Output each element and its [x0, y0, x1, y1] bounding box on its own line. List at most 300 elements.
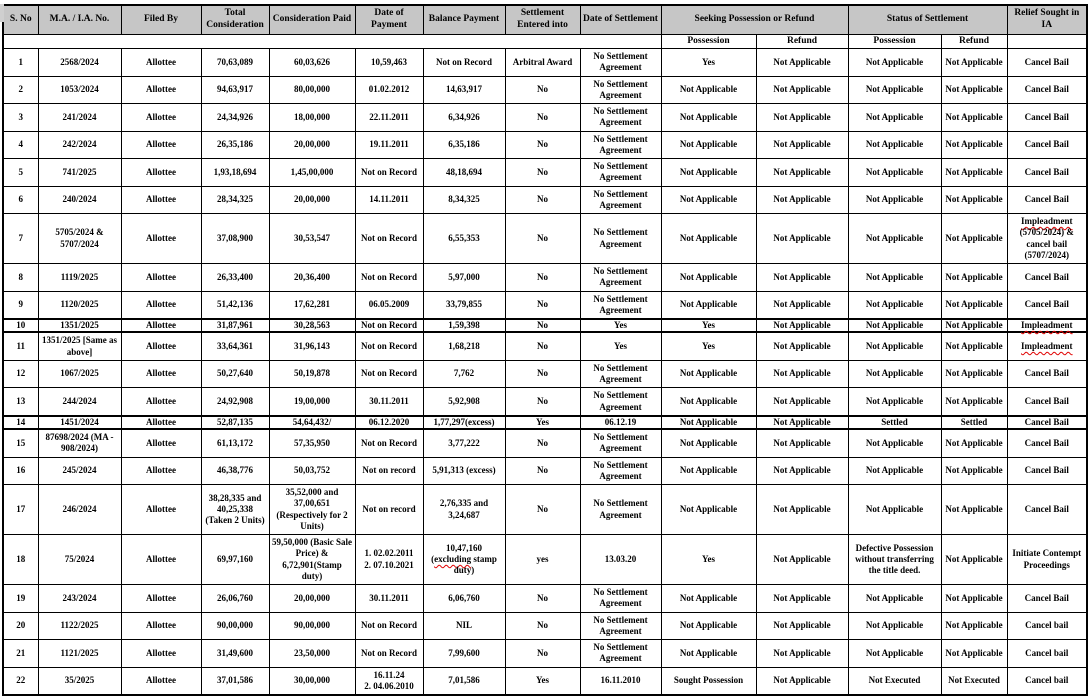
table-cell: No [505, 264, 580, 292]
table-cell: Not Applicable [661, 612, 756, 640]
table-cell: 37,08,900 [201, 214, 269, 264]
table-cell: 1 [3, 49, 38, 77]
table-cell: No [505, 429, 580, 457]
table-row [3, 667, 1087, 695]
table-cell: Not Applicable [661, 214, 756, 264]
table-cell: 22 [3, 667, 38, 695]
table-cell: Allottee [121, 49, 201, 77]
table-cell: Not Applicable [941, 585, 1007, 613]
table-cell: Cancel Bail [1007, 159, 1087, 187]
table-cell: Not Applicable [661, 360, 756, 388]
table-cell: Not Applicable [941, 612, 1007, 640]
table-cell: Not Applicable [756, 416, 848, 429]
table-cell: 06.12.2020 [355, 416, 423, 429]
table-cell: Not on Record [355, 319, 423, 332]
table-cell: Not Applicable [756, 535, 848, 585]
table-cell: 15 [3, 429, 38, 457]
table-cell: Not Applicable [661, 640, 756, 668]
table-cell: 7,762 [423, 360, 505, 388]
table-cell: Not Applicable [848, 360, 941, 388]
table-cell: Not on Record [355, 612, 423, 640]
table-cell: 17 [3, 485, 38, 535]
table-cell: 30,53,547 [269, 214, 355, 264]
table-cell: 242/2024 [38, 131, 121, 159]
table-row [3, 457, 1087, 485]
table-cell: No [505, 360, 580, 388]
table-cell: 1,45,00,000 [269, 159, 355, 187]
table-cell: Not Executed [941, 667, 1007, 695]
table-cell: Sought Possession [661, 667, 756, 695]
table-cell: Not Applicable [661, 585, 756, 613]
table-cell: Not on Record [423, 49, 505, 77]
table-cell: Not Applicable [941, 214, 1007, 264]
table-cell: 31,96,143 [269, 332, 355, 360]
table-cell: 24,34,926 [201, 104, 269, 132]
table-cell: 01.02.2012 [355, 76, 423, 104]
table-cell: Allottee [121, 159, 201, 187]
table-row [3, 416, 1087, 429]
table-cell: 20,00,000 [269, 585, 355, 613]
table-cell: Cancel Bail [1007, 388, 1087, 416]
table-cell: 37,01,586 [201, 667, 269, 695]
table-cell: Not Applicable [941, 76, 1007, 104]
table-cell: No Settlement Agreement [580, 104, 661, 132]
sub-header-status-refund: Refund [941, 35, 1007, 49]
table-cell: Yes [580, 319, 661, 332]
table-cell: 16.11.24 2. 04.06.2010 [355, 667, 423, 695]
table-cell: Allottee [121, 131, 201, 159]
table-cell: Not Applicable [848, 104, 941, 132]
column-header-sno: S. No [3, 5, 38, 35]
table-cell: Not Applicable [756, 388, 848, 416]
table-cell: Cancel Bail [1007, 429, 1087, 457]
table-cell: Allottee [121, 76, 201, 104]
table-cell: No Settlement Agreement [580, 429, 661, 457]
table-cell: Not Applicable [941, 291, 1007, 319]
table-cell: 54,64,432/ [269, 416, 355, 429]
table-cell: Yes [505, 416, 580, 429]
table-cell: Yes [661, 49, 756, 77]
table-cell: 1119/2025 [38, 264, 121, 292]
table-cell: Not Applicable [756, 291, 848, 319]
table-cell: 1. 02.02.2011 2. 07.10.2021 [355, 535, 423, 585]
table-cell: 10,47,160 (excluding stamp duty) [423, 535, 505, 585]
table-cell: 10 [3, 319, 38, 332]
table-cell: 6,34,926 [423, 104, 505, 132]
table-cell: Allottee [121, 264, 201, 292]
table-cell: Allottee [121, 585, 201, 613]
table-cell: 6 [3, 186, 38, 214]
table-cell: Initiate Contempt Proceedings [1007, 535, 1087, 585]
table-cell: 2568/2024 [38, 49, 121, 77]
table-cell: Not Applicable [848, 76, 941, 104]
table-cell: Not on Record [355, 332, 423, 360]
table-cell: 1,77,297(excess) [423, 416, 505, 429]
table-cell: Not Applicable [848, 319, 941, 332]
settlement-table [2, 4, 1088, 696]
table-cell: 1,68,218 [423, 332, 505, 360]
table-cell: 24,92,908 [201, 388, 269, 416]
table-cell: 50,27,640 [201, 360, 269, 388]
table-row [3, 104, 1087, 132]
table-cell: Not Applicable [941, 485, 1007, 535]
table-cell: Not on Record [355, 264, 423, 292]
table-cell: Not Applicable [941, 640, 1007, 668]
column-header-settlement-entered: Settlement Entered into [505, 5, 580, 35]
table-cell: Cancel bail [1007, 612, 1087, 640]
column-header-total-consideration: Total Consideration [201, 5, 269, 35]
column-header-date-of-settlement: Date of Settlement [580, 5, 661, 35]
table-cell: Cancel Bail [1007, 104, 1087, 132]
table-cell: 48,18,694 [423, 159, 505, 187]
table-cell: 245/2024 [38, 457, 121, 485]
table-cell: NIL [423, 612, 505, 640]
table-cell: Cancel Bail [1007, 131, 1087, 159]
table-cell: 6,06,760 [423, 585, 505, 613]
table-cell: 22.11.2011 [355, 104, 423, 132]
table-cell: 69,97,160 [201, 535, 269, 585]
table-row [3, 159, 1087, 187]
table-cell: 06.05.2009 [355, 291, 423, 319]
table-cell: Not Applicable [848, 131, 941, 159]
table-cell: Not Applicable [848, 457, 941, 485]
table-cell: Not Executed [848, 667, 941, 695]
table-cell: No [505, 159, 580, 187]
table-cell: 5705/2024 & 5707/2024 [38, 214, 121, 264]
table-cell: No [505, 485, 580, 535]
table-cell: No [505, 186, 580, 214]
table-cell: 1,93,18,694 [201, 159, 269, 187]
table-cell: 8 [3, 264, 38, 292]
table-cell: Not Applicable [848, 332, 941, 360]
table-cell: Arbitral Award [505, 49, 580, 77]
column-header-balance-payment: Balance Payment [423, 5, 505, 35]
table-cell: 17,62,281 [269, 291, 355, 319]
table-cell: 246/2024 [38, 485, 121, 535]
table-cell: No Settlement Agreement [580, 131, 661, 159]
table-cell: No [505, 612, 580, 640]
table-cell: 59,50,000 (Basic Sale Price) & 6,72,901(Stamp duty) [269, 535, 355, 585]
table-cell: Not Applicable [848, 214, 941, 264]
table-cell: Yes [661, 319, 756, 332]
table-cell: Not Applicable [756, 585, 848, 613]
table-row [3, 429, 1087, 457]
table-cell: Not Applicable [941, 388, 1007, 416]
table-cell: No [505, 319, 580, 332]
table-header [3, 5, 1087, 49]
table-cell: 50,19,878 [269, 360, 355, 388]
sub-header-seeking-refund: Refund [756, 35, 848, 49]
table-cell: Not Applicable [756, 640, 848, 668]
table-cell: Not on Record [355, 360, 423, 388]
table-cell: No [505, 332, 580, 360]
table-cell: Not Applicable [661, 457, 756, 485]
table-cell: Allottee [121, 485, 201, 535]
table-cell: 18,00,000 [269, 104, 355, 132]
table-cell: Not Applicable [756, 667, 848, 695]
table-cell: Not Applicable [941, 457, 1007, 485]
table-cell: No [505, 104, 580, 132]
table-cell: Not on record [355, 457, 423, 485]
table-cell: No Settlement Agreement [580, 264, 661, 292]
table-cell: Not Applicable [661, 429, 756, 457]
table-cell: Not on Record [355, 159, 423, 187]
table-cell: Not Applicable [661, 264, 756, 292]
table-cell: Not Applicable [756, 360, 848, 388]
table-cell: No Settlement Agreement [580, 159, 661, 187]
table-row [3, 535, 1087, 585]
table-cell: Not Applicable [756, 104, 848, 132]
table-cell: Cancel Bail [1007, 264, 1087, 292]
spellcheck-squiggle: excluding [434, 553, 472, 564]
table-cell: Not Applicable [661, 186, 756, 214]
table-cell: Not Applicable [756, 49, 848, 77]
table-cell: Not Applicable [756, 76, 848, 104]
table-cell: Allottee [121, 332, 201, 360]
table-cell: Allottee [121, 457, 201, 485]
table-cell: Not Applicable [661, 104, 756, 132]
table-cell: 18 [3, 535, 38, 585]
column-group-seeking-possession-or-refund: Seeking Possession or Refund [661, 5, 848, 35]
sub-header-relief-empty [1007, 35, 1087, 49]
sub-header-row [3, 35, 1087, 49]
table-row [3, 640, 1087, 668]
table-cell: Not Applicable [848, 612, 941, 640]
table-cell: Not Applicable [756, 319, 848, 332]
table-cell: Not Applicable [756, 131, 848, 159]
table-cell: Not Applicable [661, 485, 756, 535]
table-cell: Not Applicable [756, 159, 848, 187]
table-cell: Not Applicable [941, 332, 1007, 360]
table-cell: Not Applicable [941, 535, 1007, 585]
table-cell: Cancel bail [1007, 667, 1087, 695]
table-cell: 13.03.20 [580, 535, 661, 585]
table-cell: 3,77,222 [423, 429, 505, 457]
table-cell: Not Applicable [756, 186, 848, 214]
table-cell: No Settlement Agreement [580, 585, 661, 613]
table-cell: Not Applicable [756, 214, 848, 264]
table-cell: Allottee [121, 186, 201, 214]
table-cell: Cancel bail [1007, 640, 1087, 668]
table-cell: 1053/2024 [38, 76, 121, 104]
table-cell: 241/2024 [38, 104, 121, 132]
table-cell: 5 [3, 159, 38, 187]
table-cell: 1121/2025 [38, 640, 121, 668]
table-cell: 20,36,400 [269, 264, 355, 292]
table-cell: No [505, 388, 580, 416]
table-cell: 741/2025 [38, 159, 121, 187]
table-cell: Not Applicable [756, 485, 848, 535]
table-cell: 60,03,626 [269, 49, 355, 77]
table-cell: Cancel Bail [1007, 291, 1087, 319]
table-cell: Not Applicable [848, 264, 941, 292]
table-cell: Cancel Bail [1007, 360, 1087, 388]
table-cell: Allottee [121, 214, 201, 264]
table-cell: Not Applicable [661, 159, 756, 187]
table-cell: No [505, 214, 580, 264]
spellcheck-squiggle: Impleadment [1021, 320, 1073, 330]
table-cell: Not Applicable [756, 332, 848, 360]
table-cell: 1122/2025 [38, 612, 121, 640]
table-cell: Impleadment (5705/2024) & cancel bail (5707/2024) [1007, 214, 1087, 264]
table-cell: No Settlement Agreement [580, 291, 661, 319]
screen-edge-artifact [0, 4, 4, 22]
table-cell: Defective Possession without transferring the title deed. [848, 535, 941, 585]
table-cell: 19 [3, 585, 38, 613]
table-cell: 57,35,950 [269, 429, 355, 457]
table-cell: 20,00,000 [269, 131, 355, 159]
header-row [3, 5, 1087, 35]
table-cell: Not Applicable [756, 429, 848, 457]
column-header-consideration-paid: Consideration Paid [269, 5, 355, 35]
table-cell: Not Applicable [848, 640, 941, 668]
table-cell: 2 [3, 76, 38, 104]
sub-header-status-possession: Possession [848, 35, 941, 49]
table-cell: Not Applicable [756, 612, 848, 640]
table-row [3, 291, 1087, 319]
table-cell: Allottee [121, 416, 201, 429]
table-cell: 31,49,600 [201, 640, 269, 668]
table-cell: 7 [3, 214, 38, 264]
table-cell: Cancel Bail [1007, 76, 1087, 104]
table-cell: 8,34,325 [423, 186, 505, 214]
table-row [3, 585, 1087, 613]
table-row [3, 485, 1087, 535]
table-cell: No Settlement Agreement [580, 457, 661, 485]
table-cell: Not Applicable [848, 429, 941, 457]
table-cell: No [505, 585, 580, 613]
table-cell: 23,50,000 [269, 640, 355, 668]
table-cell: yes [505, 535, 580, 585]
table-row [3, 76, 1087, 104]
table-cell: 19.11.2011 [355, 131, 423, 159]
table-cell: No [505, 457, 580, 485]
table-cell: Allottee [121, 360, 201, 388]
table-cell: Not Applicable [661, 416, 756, 429]
table-cell: No Settlement Agreement [580, 612, 661, 640]
table-cell: No Settlement Agreement [580, 640, 661, 668]
table-cell: 11 [3, 332, 38, 360]
table-cell: No Settlement Agreement [580, 186, 661, 214]
table-cell: 5,97,000 [423, 264, 505, 292]
table-cell: Not Applicable [661, 76, 756, 104]
table-cell: Allottee [121, 640, 201, 668]
table-cell: 26,06,760 [201, 585, 269, 613]
table-row [3, 49, 1087, 77]
table-cell: 33,79,855 [423, 291, 505, 319]
table-cell: 6,35,186 [423, 131, 505, 159]
column-header-date-of-payment: Date of Payment [355, 5, 423, 35]
table-cell: No [505, 76, 580, 104]
table-body [3, 49, 1087, 696]
table-cell: No [505, 640, 580, 668]
table-row [3, 360, 1087, 388]
table-cell: 38,28,335 and 40,25,338 (Taken 2 Units) [201, 485, 269, 535]
table-cell: 28,34,325 [201, 186, 269, 214]
table-cell: No Settlement Agreement [580, 360, 661, 388]
table-cell: Yes [661, 332, 756, 360]
table-cell: No Settlement Agreement [580, 76, 661, 104]
table-cell: 26,35,186 [201, 131, 269, 159]
table-cell: 70,63,089 [201, 49, 269, 77]
table-cell: 20 [3, 612, 38, 640]
table-cell: 75/2024 [38, 535, 121, 585]
table-cell: No Settlement Agreement [580, 485, 661, 535]
table-cell: Not Applicable [941, 360, 1007, 388]
sub-header-empty [3, 35, 661, 49]
table-cell: Not Applicable [848, 485, 941, 535]
table-cell: Not Applicable [848, 291, 941, 319]
table-cell: 5,91,313 (excess) [423, 457, 505, 485]
table-cell: Not Applicable [941, 319, 1007, 332]
table-cell: Yes [505, 667, 580, 695]
table-cell: 3 [3, 104, 38, 132]
table-cell: Not on Record [355, 214, 423, 264]
table-cell: 16 [3, 457, 38, 485]
table-cell: 10,59,463 [355, 49, 423, 77]
column-header-ma-ia-no: M.A. / I.A. No. [38, 5, 121, 35]
table-cell: Not Applicable [661, 291, 756, 319]
table-cell: 30.11.2011 [355, 388, 423, 416]
table-cell: 30,00,000 [269, 667, 355, 695]
table-cell: 61,13,172 [201, 429, 269, 457]
table-cell: Not Applicable [661, 388, 756, 416]
table-row [3, 612, 1087, 640]
table-cell: 14 [3, 416, 38, 429]
table-cell: 6,55,353 [423, 214, 505, 264]
table-cell: Not on Record [355, 640, 423, 668]
table-cell: Not Applicable [941, 131, 1007, 159]
table-cell: Cancel Bail [1007, 457, 1087, 485]
table-cell [1007, 332, 1087, 360]
table-cell: 16.11.2010 [580, 667, 661, 695]
table-cell: No [505, 291, 580, 319]
table-cell: 20,00,000 [269, 186, 355, 214]
table-cell: 35,52,000 and 37,00,651 (Respectively for 2 Units) [269, 485, 355, 535]
table-cell: 4 [3, 131, 38, 159]
table-cell: Not Applicable [941, 264, 1007, 292]
table-cell: 87698/2024 (MA - 908/2024) [38, 429, 121, 457]
table-cell: 2,76,335 and 3,24,687 [423, 485, 505, 535]
table-cell: Yes [661, 535, 756, 585]
column-group-status-of-settlement: Status of Settlement [848, 5, 1007, 35]
table-cell: Allottee [121, 388, 201, 416]
table-row [3, 319, 1087, 332]
table-cell: 1,59,398 [423, 319, 505, 332]
table-cell: 06.12.19 [580, 416, 661, 429]
table-cell: 19,00,000 [269, 388, 355, 416]
table-cell: 244/2024 [38, 388, 121, 416]
table-cell: Settled [941, 416, 1007, 429]
column-header-filed-by: Filed By [121, 5, 201, 35]
table-cell: 33,64,361 [201, 332, 269, 360]
table-cell: 14,63,917 [423, 76, 505, 104]
table-cell: 7,99,600 [423, 640, 505, 668]
table-cell: 51,42,136 [201, 291, 269, 319]
table-cell: Allottee [121, 535, 201, 585]
table-cell: 21 [3, 640, 38, 668]
table-cell: Not Applicable [941, 159, 1007, 187]
table-cell: 14.11.2011 [355, 186, 423, 214]
table-cell: Not Applicable [941, 429, 1007, 457]
spellcheck-squiggle: Impleadment [1021, 340, 1073, 351]
table-cell: 7,01,586 [423, 667, 505, 695]
table-cell: Not on record [355, 485, 423, 535]
table-row [3, 332, 1087, 360]
table-cell: Settled [848, 416, 941, 429]
table-cell: No Settlement Agreement [580, 214, 661, 264]
table-cell: Allottee [121, 612, 201, 640]
